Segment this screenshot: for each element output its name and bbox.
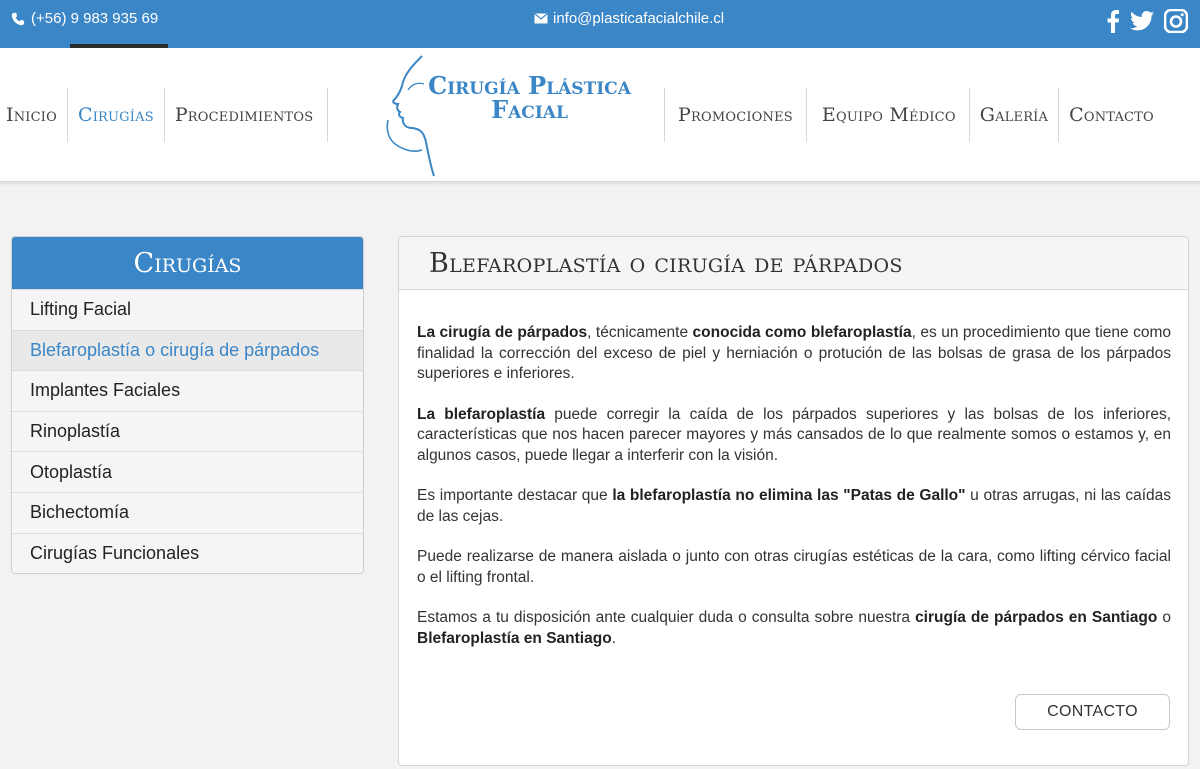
article-paragraph bbox=[417, 486, 1171, 527]
text: . bbox=[611, 629, 616, 647]
sidebar-title: Cirugías bbox=[12, 237, 363, 289]
nav-item-contacto[interactable]: Contacto bbox=[1069, 104, 1154, 126]
site-logo[interactable] bbox=[382, 54, 644, 178]
logo-line-1: Cirugía Plástica bbox=[428, 71, 631, 100]
bold-text: cirugía de párpados en Santiago bbox=[915, 609, 1158, 626]
surgeries-sidebar bbox=[11, 236, 364, 574]
article-paragraph bbox=[417, 405, 1171, 467]
text: puede corregir la caída de los párpados superiores y las bolsas de los inferiores, características que nos hacen parecer mayores y más cansados de lo que realmente somos o estamos y, en algunos casos, puede llegar a interferir con la visión. bbox=[417, 405, 1171, 464]
text: u otras arrugas, ni las caídas de las cejas. bbox=[417, 487, 1171, 525]
text: Puede realizarse de manera aislada o junto con otras cirugías estéticas de la cara, como lifting cérvico facial o el lifting frontal. bbox=[417, 548, 1171, 586]
nav-item-equipo-medico[interactable]: Equipo Médico bbox=[807, 88, 970, 142]
sidebar-item-lifting-facial[interactable]: Lifting Facial bbox=[12, 289, 363, 330]
nav-item-galeria[interactable]: Galería bbox=[970, 88, 1059, 142]
article-paragraph bbox=[417, 608, 1171, 649]
logo-wordmark bbox=[422, 71, 637, 124]
article-panel bbox=[398, 236, 1189, 766]
article-body bbox=[417, 323, 1171, 669]
envelope-icon bbox=[534, 13, 548, 24]
contact-button[interactable]: CONTACTO bbox=[1015, 694, 1170, 730]
instagram-icon[interactable] bbox=[1164, 9, 1188, 33]
phone-icon bbox=[11, 12, 25, 26]
social-links bbox=[1106, 9, 1188, 33]
text: o bbox=[1157, 609, 1171, 626]
bold-text: la blefaroplastía no elimina las "Patas de Gallo" bbox=[612, 487, 966, 504]
nav-item-inicio[interactable]: Inicio bbox=[0, 88, 68, 142]
site-header bbox=[0, 48, 1200, 182]
article-title: Blefaroplastía o cirugía de párpados bbox=[399, 237, 1188, 290]
email-address: info@plasticafacialchile.cl bbox=[553, 10, 725, 27]
top-bar bbox=[0, 0, 1200, 48]
sidebar-item-rinoplastia[interactable]: Rinoplastía bbox=[12, 411, 363, 452]
email-contact[interactable] bbox=[534, 10, 724, 27]
phone-contact[interactable] bbox=[11, 10, 158, 27]
text: , técnicamente bbox=[587, 324, 693, 341]
sidebar-item-implantes-faciales[interactable]: Implantes Faciales bbox=[12, 370, 363, 411]
bold-text: Blefaroplastía en Santiago bbox=[417, 629, 612, 647]
main-nav-right bbox=[664, 88, 1164, 142]
sidebar-item-blefaroplastia[interactable]: Blefaroplastía o cirugía de párpados bbox=[12, 330, 363, 371]
text: Es importante destacar que bbox=[417, 487, 613, 504]
phone-number: (+56) 9 983 935 69 bbox=[31, 10, 159, 27]
facebook-icon[interactable] bbox=[1106, 9, 1120, 33]
twitter-icon[interactable] bbox=[1130, 11, 1154, 31]
sidebar-item-otoplastia[interactable]: Otoplastía bbox=[12, 451, 363, 492]
bold-text: La blefaroplastía bbox=[417, 405, 546, 423]
article-paragraph bbox=[417, 323, 1171, 385]
nav-item-promociones[interactable]: Promociones bbox=[664, 88, 807, 142]
text: , es un procedimiento que tiene como finalidad la corrección del exceso de piel y herniación o protución de las bolsas de grasa de los párpados superiores e inferiores. bbox=[417, 324, 1172, 382]
sidebar-item-cirugias-funcionales[interactable]: Cirugías Funcionales bbox=[12, 533, 363, 574]
text: Estamos a tu disposición ante cualquier duda o consulta sobre nuestra bbox=[417, 609, 916, 626]
main-nav-left bbox=[0, 88, 328, 142]
bold-text: conocida como blefaroplastía bbox=[692, 324, 912, 341]
logo-line-2: Facial bbox=[491, 95, 568, 124]
nav-item-cirugias[interactable]: Cirugías bbox=[68, 88, 165, 142]
nav-item-procedimientos[interactable]: Procedimientos bbox=[165, 88, 329, 142]
article-paragraph bbox=[417, 547, 1171, 588]
sidebar-item-bichectomia[interactable]: Bichectomía bbox=[12, 492, 363, 533]
bold-text: La cirugía de párpados bbox=[417, 324, 588, 341]
